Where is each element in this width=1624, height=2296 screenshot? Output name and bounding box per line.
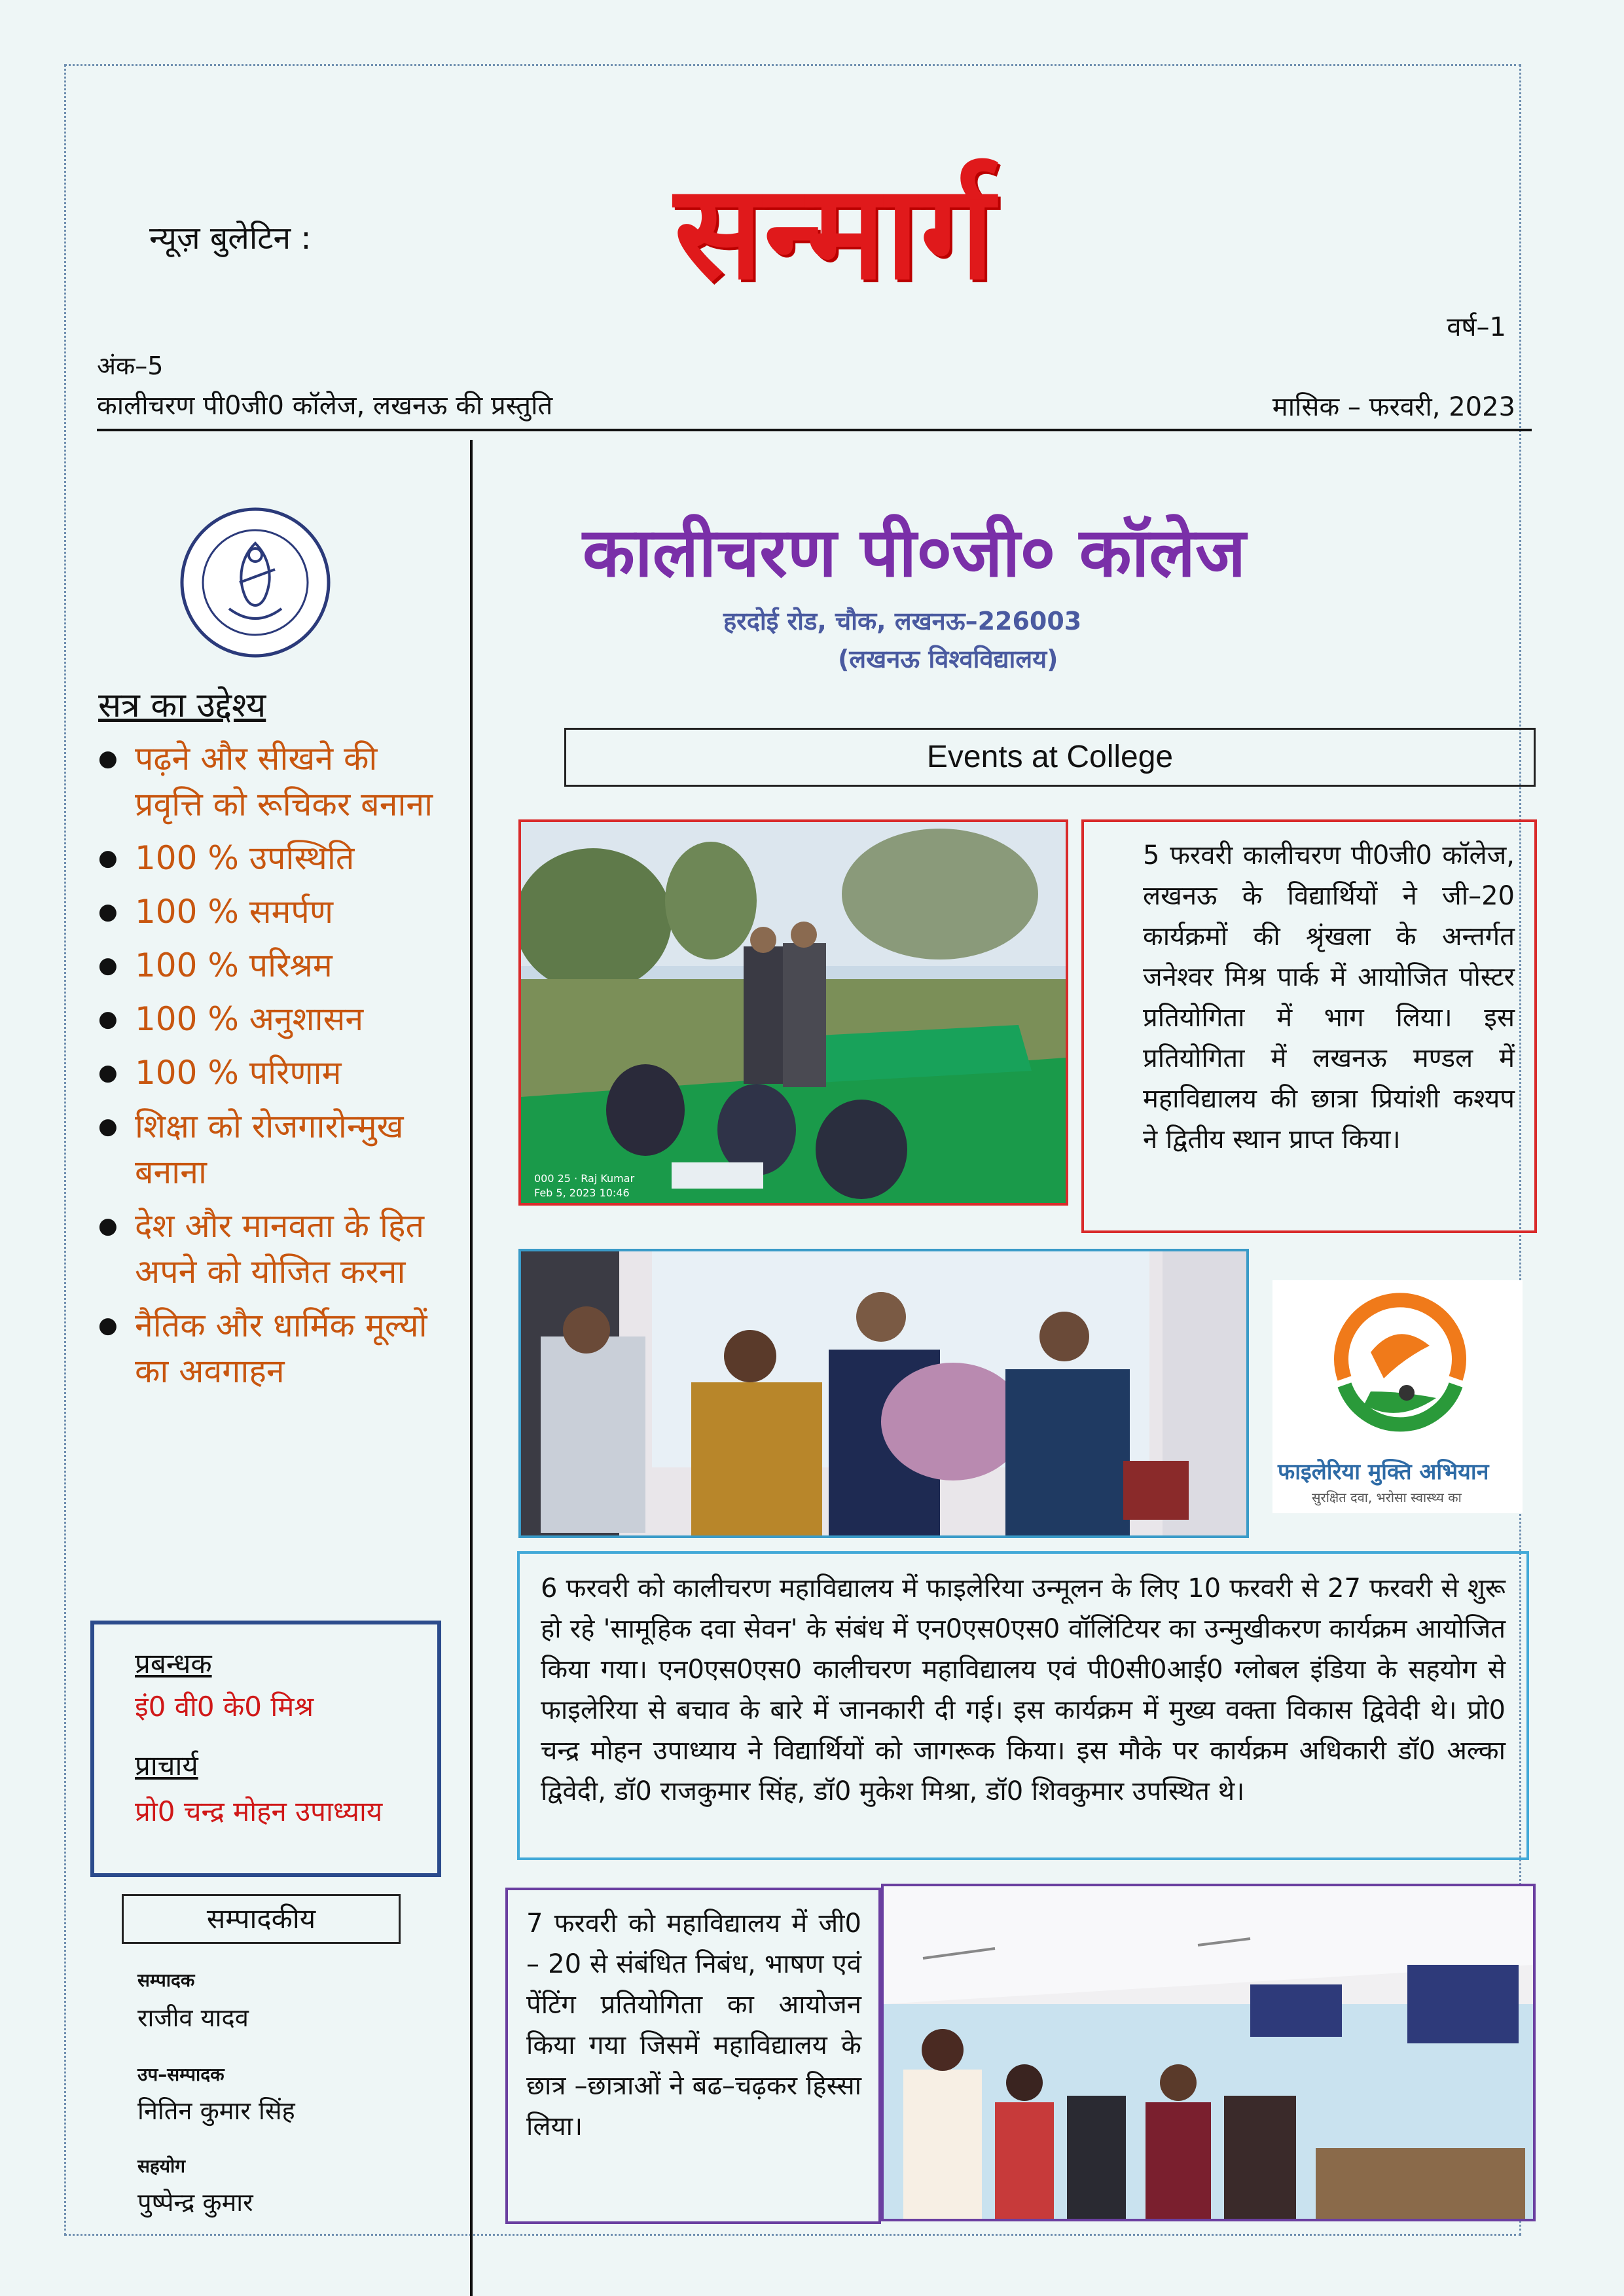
year-label: वर्ष–1 <box>1447 312 1506 342</box>
classroom-scene-image <box>884 1886 1533 2219</box>
editor-role: सम्पादक <box>137 1969 195 1991</box>
g20-competition-photo <box>881 1884 1536 2221</box>
newsletter-title: सन्मार्ग <box>674 155 996 309</box>
event-g20-text: 7 फरवरी को महाविद्यालय में जी0 – 20 से संबंधित निबंध, भाषण एवं पेंटिंग प्रतियोगिता का आयोजन किया गया जिसमें महाविद्यालय के छात्र –छात्राओं ने बढ–चढ़कर हिस्सा लिया। <box>505 1888 881 2224</box>
sub-editor-role: उप–सम्पादक <box>137 2064 225 2085</box>
college-seal-logo <box>177 504 334 661</box>
masthead-divider <box>97 429 1532 431</box>
objective-item: ● 100 % परिणाम <box>98 1050 452 1096</box>
support-name: पुष्पेन्द्र कुमार <box>137 2188 253 2217</box>
park-scene-image <box>521 822 1066 1203</box>
objective-item: ● 100 % समर्पण <box>98 889 452 935</box>
event-poster-text: 5 फरवरी कालीचरण पी0जी0 कॉलेज, लखनऊ के विद्यार्थियों ने जी–20 कार्यक्रमों की श्रृंखला के अन्तर्गत जनेश्वर मिश्र पार्क में आयोजित पोस्टर प्रतियोगिता में भाग लिया। इस प्रतियोगिता में लखनऊ मण्डल में महाविद्यालय की छात्रा प्रियांशी कश्यप ने द्वितीय स्थान प्राप्त किया। <box>1081 819 1537 1233</box>
administration-box <box>90 1621 441 1877</box>
principal-name: प्रो0 चन्द्र मोहन उपाध्याय <box>135 1795 383 1827</box>
column-divider <box>470 440 473 2296</box>
objective-item: ● नैतिक और धार्मिक मूल्यों का अवगाहन <box>98 1302 452 1394</box>
college-address: हरदोई रोड, चौक, लखनऊ–226003 <box>723 607 1082 636</box>
hands-logo-icon <box>1272 1280 1523 1450</box>
manager-role: प्रबन्धक <box>135 1647 212 1679</box>
editorial-heading: सम्पादकीय <box>122 1894 401 1944</box>
manager-name: इं0 वी0 के0 मिश्र <box>135 1691 314 1723</box>
filaria-subtitle: सुरक्षित दवा, भरोसा स्वास्थ्य का <box>1312 1490 1462 1505</box>
college-university: (लखनऊ विश्वविद्यालय) <box>838 645 1058 673</box>
events-heading: Events at College <box>564 728 1536 787</box>
objectives-list <box>98 736 452 1402</box>
support-role: सहयोग <box>137 2155 186 2177</box>
presents-line: कालीचरण पी0जी0 कॉलेज, लखनऊ की प्रस्तुति <box>97 391 553 421</box>
poster-competition-photo <box>518 819 1068 1206</box>
objective-item: ● 100 % परिश्रम <box>98 942 452 988</box>
monthly-date: मासिक – फरवरी, 2023 <box>1272 392 1515 422</box>
principal-role: प्राचार्य <box>135 1749 198 1782</box>
photo-date: Feb 5, 2023 10:46 <box>534 1187 630 1199</box>
objective-item: ● पढ़ने और सीखने की प्रवृत्ति को रूचिकर बनाना <box>98 736 452 827</box>
college-name: कालीचरण पी०जी० कॉलेज <box>583 512 1246 592</box>
event-filaria-text: 6 फरवरी को कालीचरण महाविद्यालय में फाइलेरिया उन्मूलन के लिए 10 फरवरी से 27 फरवरी से शुरू हो रहे 'सामूहिक दवा सेवन' के संबंध में एन0एस0एस0 वॉलिंटियर का उन्मुखीकरण कार्यक्रम आयोजित किया गया। एन0एस0एस0 कालीचरण महाविद्यालय एवं पी0सी0आई0 ग्लोबल इंडिया के सहयोग से फाइलेरिया से बचाव के बारे में जानकारी दी गई। इस कार्यक्रम में मुख्य वक्ता विकास द्विवेदी थे। प्रो0 चन्द्र मोहन उपाध्याय ने विद्यार्थियों को जागरूक किया। इस मौके पर कार्यक्रम अधिकारी डॉ0 अल्का द्विवेदी, डॉ0 राजकुमार सिंह, डॉ0 मुकेश मिश्रा, डॉ0 शिवकुमार उपस्थित थे। <box>517 1551 1529 1860</box>
filaria-program-photo <box>518 1249 1249 1538</box>
editor-name: राजीव यादव <box>137 2003 249 2032</box>
photo-stamp: 000 25 · Raj Kumar <box>534 1172 635 1185</box>
issue-label: अंक–5 <box>97 351 164 380</box>
objectives-heading: सत्र का उद्देश्य <box>98 686 266 725</box>
bulletin-label: न्यूज़ बुलेटिन : <box>149 220 312 257</box>
objective-item: ● 100 % अनुशासन <box>98 996 452 1042</box>
sub-editor-name: नितिन कुमार सिंह <box>137 2096 295 2125</box>
objective-item: ● शिक्षा को रोजगारोन्मुख बनाना <box>98 1103 452 1195</box>
bouquet-scene-image <box>521 1251 1246 1535</box>
filaria-title: फाइलेरिया मुक्ति अभियान <box>1278 1459 1489 1485</box>
objective-item: ● देश और मानवता के हित अपने को योजित करना <box>98 1203 452 1295</box>
filaria-campaign-logo <box>1272 1280 1523 1513</box>
objective-item: ● 100 % उपस्थिति <box>98 835 452 881</box>
